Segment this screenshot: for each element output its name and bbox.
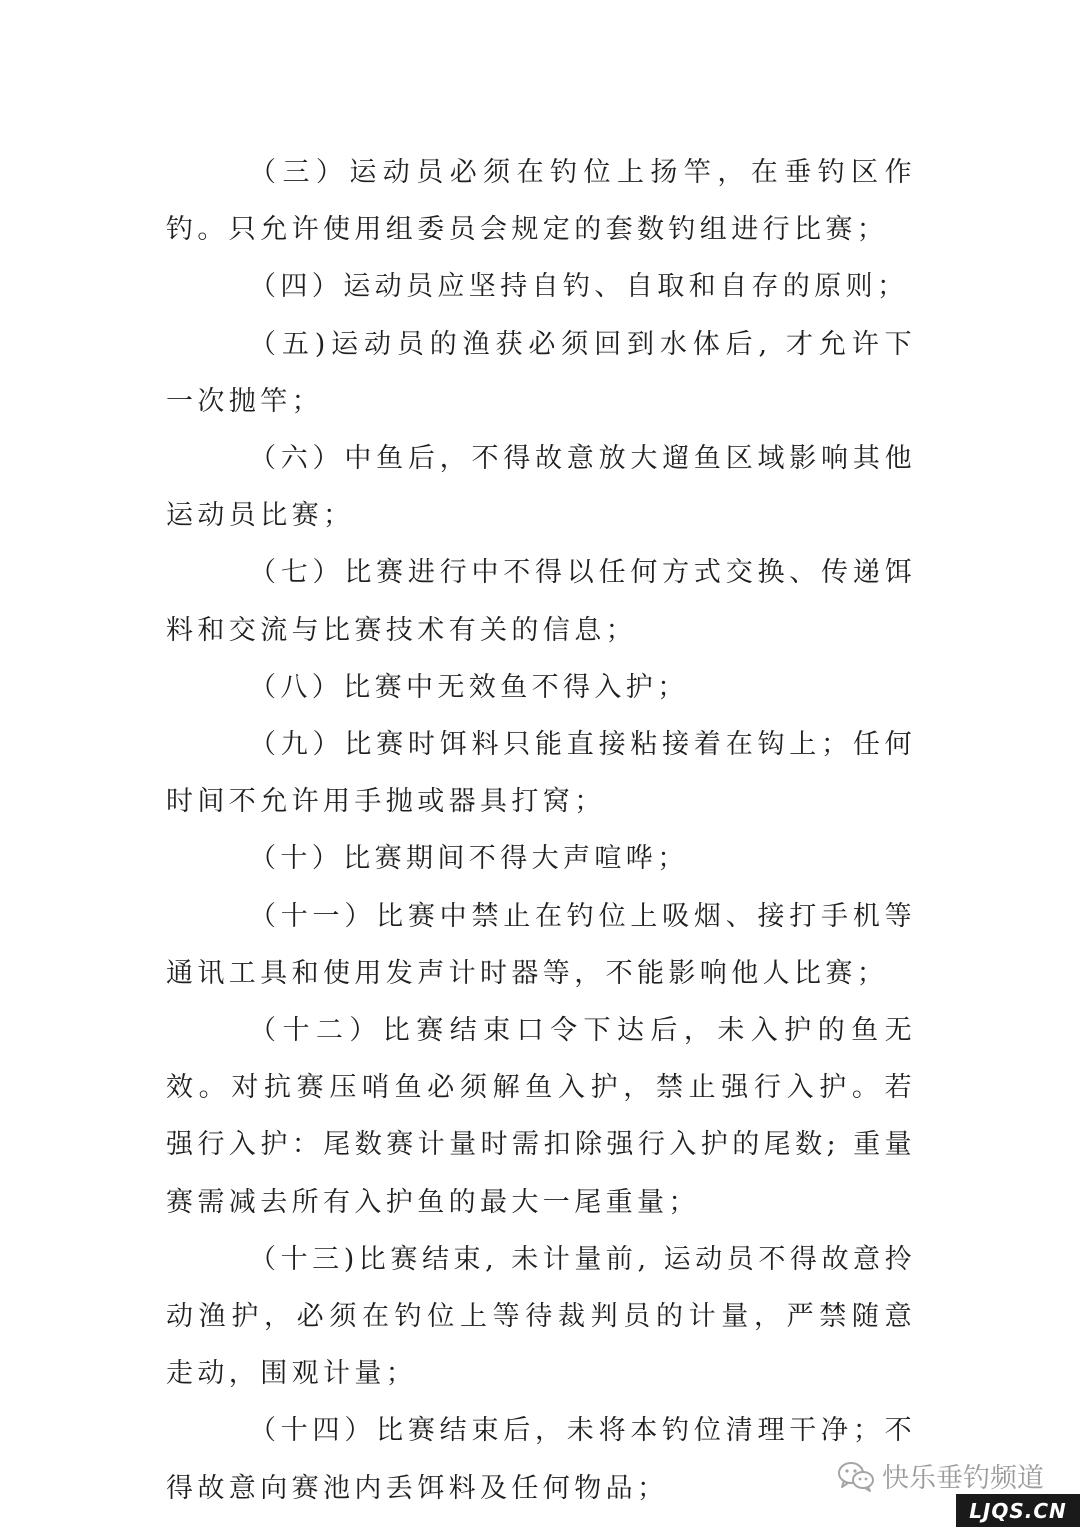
rule-paragraph-8: （八）比赛中无效鱼不得入护； [249, 671, 689, 703]
rule-paragraph-7: （七）比赛进行中不得以任何方式交换、传递饵料和交流与比赛技术有关的信息； [166, 557, 916, 646]
document-body [166, 144, 916, 1517]
watermark-text: 快乐垂钓频道 [882, 1463, 1044, 1494]
rule-paragraph-3: （三）运动员必须在钓位上扬竿，在垂钓区作钓。只允许使用组委员会规定的套数钓组进行比赛； [166, 157, 916, 246]
rule-paragraph-12: （十二）比赛结束口令下达后，未入护的鱼无效。对抗赛压哨鱼必须解鱼入护，禁止强行入护。若强行入护：尾数赛计量时需扣除强行入护的尾数; 重量赛需减去所有入护鱼的最大一尾重量； [166, 1015, 916, 1218]
rule-paragraph-6: （六）中鱼后，不得故意放大遛鱼区域影响其他运动员比赛； [166, 443, 916, 532]
rule-paragraph-13: （十三)比赛结束, 未计量前, 运动员不得故意拎动渔护，必须在钓位上等待裁判员的计量，严禁随意走动，围观计量； [166, 1243, 916, 1390]
rule-paragraph-5: （五)运动员的渔获必须回到水体后, 才允许下一次抛竿； [166, 328, 916, 417]
rule-paragraph-11: （十一）比赛中禁止在钓位上吸烟、接打手机等通讯工具和使用发声计时器等，不能影响他人比赛； [166, 900, 916, 989]
rule-paragraph-10: （十）比赛期间不得大声喧哗； [249, 843, 689, 875]
wechat-icon [836, 1459, 876, 1493]
rule-paragraph-4: （四）运动员应坚持自钓、自取和自存的原则； [249, 271, 909, 303]
site-logo-badge [956, 1494, 1080, 1527]
channel-watermark [836, 1456, 1044, 1495]
site-logo-text: LJQS.CN [969, 1498, 1067, 1523]
rule-paragraph-9: （九）比赛时饵料只能直接粘接着在钩上；任何时间不允许用手抛或器具打窝； [166, 729, 916, 818]
rule-paragraph-14: （十四）比赛结束后，未将本钓位清理干净；不得故意向赛池内丢饵料及任何物品； [166, 1415, 916, 1504]
